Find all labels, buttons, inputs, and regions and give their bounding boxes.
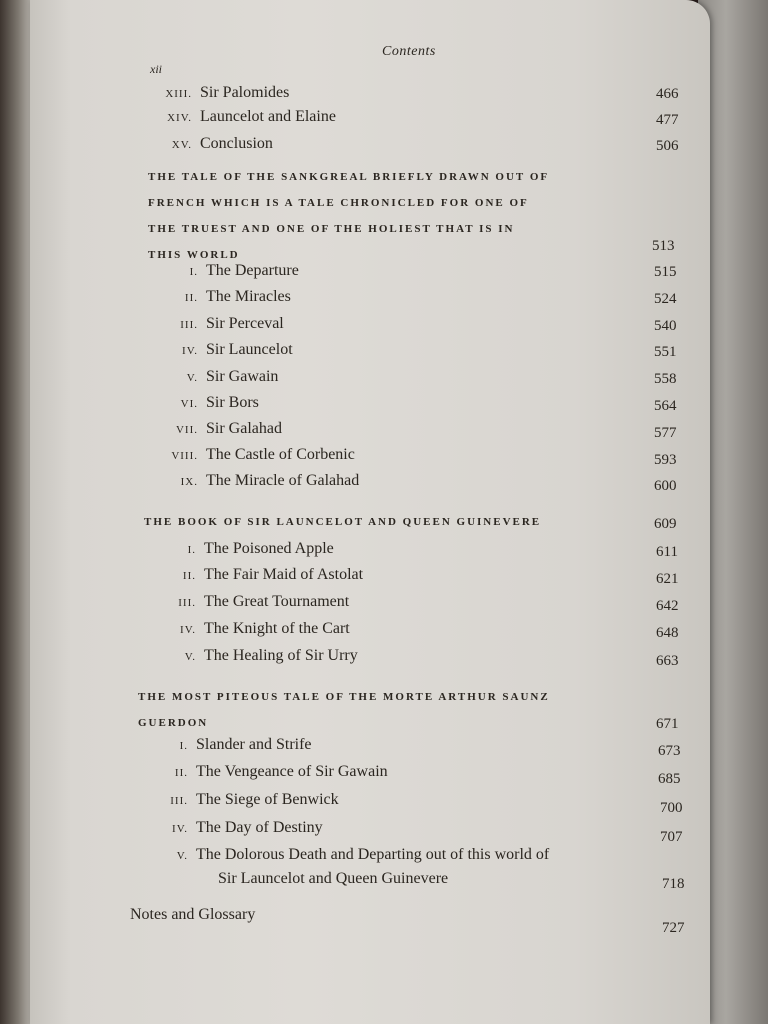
toc-entry <box>156 566 363 584</box>
entry-page-number: 663 <box>656 653 679 669</box>
entry-numeral: XV. <box>171 139 192 151</box>
entry-page-number: 515 <box>654 264 677 280</box>
heading-line: THE BOOK OF SIR LAUNCELOT AND QUEEN GUINEVERE <box>144 516 542 528</box>
entry-title: Sir Palomides <box>200 84 290 101</box>
entry-title: Sir Gawain <box>206 368 279 385</box>
heading-line: THIS WORLD <box>148 249 240 261</box>
running-head: Contents <box>382 44 436 59</box>
toc-entry <box>148 736 312 754</box>
entry-title: The Departure <box>206 262 299 279</box>
entry-title: Launcelot and Elaine <box>200 108 336 125</box>
book-page <box>30 0 710 1024</box>
entry-page-number: 611 <box>656 544 678 560</box>
toc-entry <box>148 791 339 809</box>
toc-entry <box>148 846 549 864</box>
section-page-number: 513 <box>652 238 675 254</box>
section-heading <box>144 509 541 535</box>
entry-page-number: 540 <box>654 318 677 334</box>
toc-entry <box>158 472 359 490</box>
entry-title: The Fair Maid of Astolat <box>204 566 364 583</box>
entry-numeral: II. <box>184 292 198 304</box>
entry-title: The Vengeance of Sir Gawain <box>196 763 388 780</box>
toc-entry <box>152 84 289 102</box>
toc-entry <box>158 368 278 386</box>
notes-and-glossary-entry: Notes and Glossary <box>130 906 256 923</box>
entry-page-number: 600 <box>654 478 677 494</box>
entry-title: The Healing of Sir Urry <box>204 647 358 664</box>
entry-title: The Siege of Benwick <box>196 791 339 808</box>
entry-page-number: 466 <box>656 86 679 102</box>
entry-numeral: XIII. <box>165 88 192 100</box>
entry-numeral: V. <box>184 651 196 663</box>
entry-numeral: I. <box>179 740 188 752</box>
entry-numeral: IV. <box>182 345 198 357</box>
section-page-number: 671 <box>656 716 679 732</box>
entry-numeral: VIII. <box>171 450 198 462</box>
entry-page-number: 621 <box>656 571 679 587</box>
entry-title-continuation: Sir Launcelot and Queen Guinevere <box>218 870 449 887</box>
toc-entry <box>158 288 291 306</box>
heading-line: FRENCH WHICH IS A TALE CHRONICLED FOR ONE OF <box>148 197 529 209</box>
entry-numeral: VII. <box>175 424 198 436</box>
toc-entry <box>152 108 336 126</box>
entry-title: The Knight of the Cart <box>204 620 350 637</box>
entry-numeral: VI. <box>180 398 198 410</box>
entry-page-number: 558 <box>654 371 677 387</box>
entry-numeral: XIV. <box>167 112 192 124</box>
entry-page-number: 506 <box>656 138 679 154</box>
heading-line: GUERDON <box>138 717 209 729</box>
entry-title: Sir Bors <box>206 394 259 411</box>
entry-page-number: 551 <box>654 344 677 360</box>
entry-numeral: IV. <box>180 624 196 636</box>
toc-entry <box>156 620 350 638</box>
entry-numeral: V. <box>186 372 198 384</box>
entry-page-number: 642 <box>656 598 679 614</box>
heading-line: THE MOST PITEOUS TALE OF THE MORTE ARTHUR SAUNZ <box>138 691 550 703</box>
entry-title: The Great Tournament <box>204 593 350 610</box>
page-folio: xii <box>150 62 162 76</box>
entry-page-number: 577 <box>654 425 677 441</box>
entry-page-number: 727 <box>662 920 685 936</box>
entry-numeral: I. <box>187 544 196 556</box>
entry-title: The Day of Destiny <box>196 819 323 836</box>
toc-entry <box>158 315 284 333</box>
entry-numeral: III. <box>178 597 196 609</box>
toc-entry <box>158 341 293 359</box>
entry-title: Sir Launcelot <box>206 341 293 358</box>
entry-title: Slander and Strife <box>196 736 312 753</box>
heading-line: THE TALE OF THE SANKGREAL BRIEFLY DRAWN OUT OF <box>148 171 550 183</box>
toc-entry <box>158 262 299 280</box>
entry-numeral: V. <box>176 850 188 862</box>
toc-entry <box>148 763 388 781</box>
entry-numeral: IV. <box>172 823 188 835</box>
entry-title: Sir Perceval <box>206 315 284 332</box>
entry-page-number: 707 <box>660 829 683 845</box>
entry-numeral: II. <box>182 570 196 582</box>
toc-entry <box>156 647 358 665</box>
entry-page-number: 700 <box>660 800 683 816</box>
toc-entry <box>148 819 323 837</box>
toc-entry <box>156 593 349 611</box>
entry-title: The Miracle of Galahad <box>206 472 360 489</box>
toc-entry <box>158 394 259 412</box>
entry-numeral: I. <box>189 266 198 278</box>
entry-numeral: III. <box>170 795 188 807</box>
toc-entry <box>158 420 282 438</box>
entry-numeral: III. <box>180 319 198 331</box>
section-heading <box>148 164 549 268</box>
section-heading <box>138 684 550 736</box>
entry-title: Conclusion <box>200 135 273 152</box>
toc-entry <box>156 540 334 558</box>
toc-entry <box>152 135 273 153</box>
entry-title: The Dolorous Death and Departing out of this world of <box>196 846 550 863</box>
entry-page-number: 685 <box>658 771 681 787</box>
entry-title: Sir Galahad <box>206 420 282 437</box>
entry-page-number: 593 <box>654 452 677 468</box>
toc-entry <box>158 446 355 464</box>
entry-page-number: 648 <box>656 625 679 641</box>
heading-line: THE TRUEST AND ONE OF THE HOLIEST THAT IS IN <box>148 223 515 235</box>
entry-page-number: 477 <box>656 112 679 128</box>
section-page-number: 609 <box>654 516 677 532</box>
entry-page-number: 564 <box>654 398 677 414</box>
entry-title: The Castle of Corbenic <box>206 446 355 463</box>
entry-numeral: IX. <box>180 476 198 488</box>
entry-title: The Miracles <box>206 288 291 305</box>
entry-numeral: II. <box>174 767 188 779</box>
entry-page-number: 718 <box>662 876 685 892</box>
entry-page-number: 524 <box>654 291 677 307</box>
entry-title: The Poisoned Apple <box>204 540 334 557</box>
entry-page-number: 673 <box>658 743 681 759</box>
